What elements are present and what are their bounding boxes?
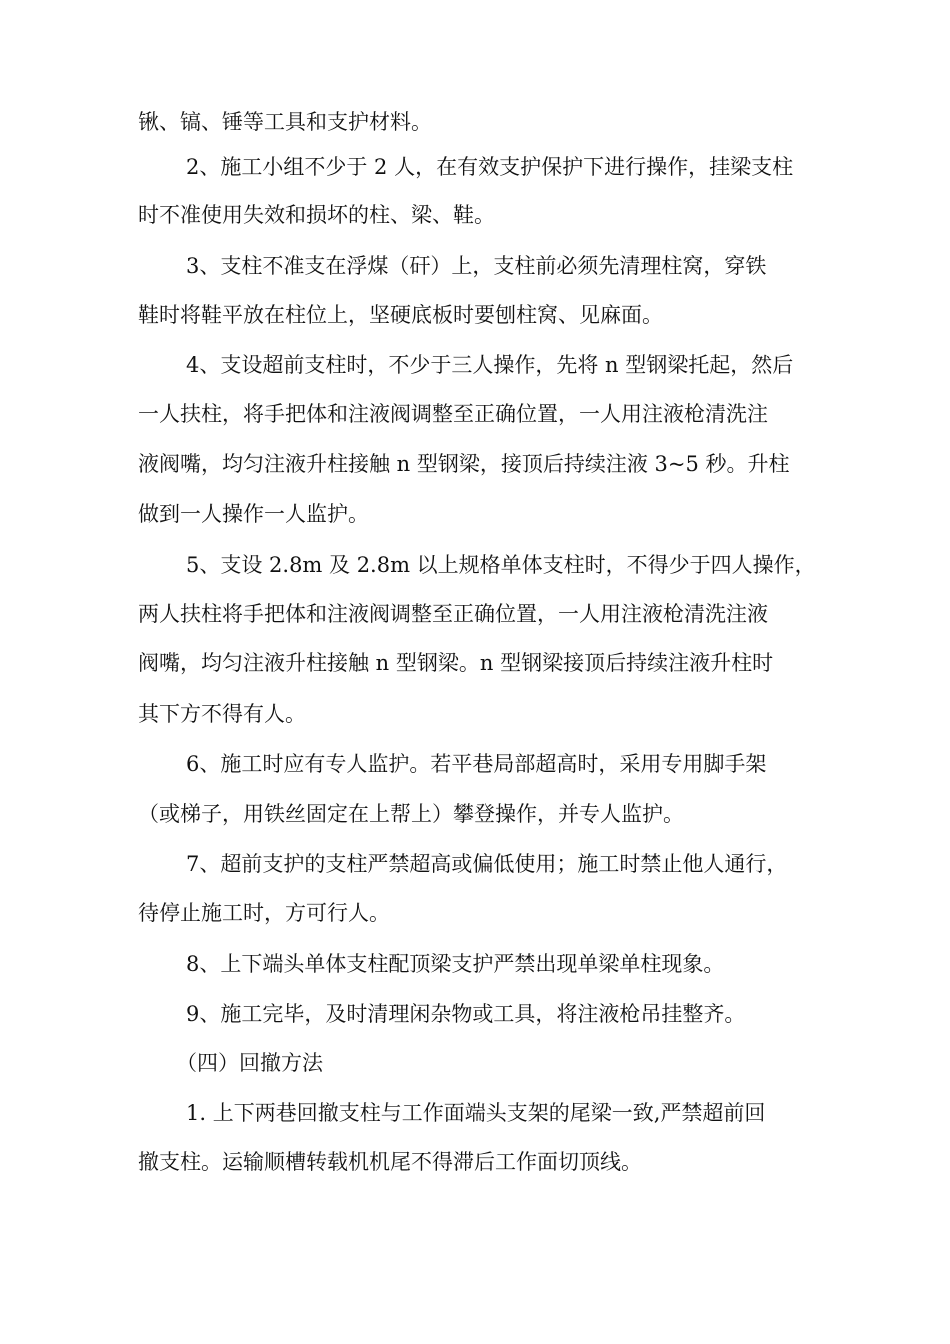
section-heading: （四）回撤方法: [176, 1051, 323, 1075]
text-line: 6、施工时应有专人监护。若平巷局部超高时，采用专用脚手架: [186, 752, 767, 776]
text-line: 8、上下端头单体支柱配顶梁支护严禁出现单梁单柱现象。: [186, 952, 725, 976]
text-line: 阀嘴，均匀注液升柱接触 n 型钢梁。n 型钢梁接顶后持续注液升柱时: [138, 651, 774, 675]
text-line: 7、超前支护的支柱严禁超高或偏低使用；施工时禁止他人通行，: [186, 852, 788, 876]
text-line: 2、施工小组不少于 2 人，在有效支护保护下进行操作，挂梁支柱: [186, 155, 794, 179]
text-line: 撤支柱。运输顺槽转载机机尾不得滞后工作面切顶线。: [138, 1150, 642, 1174]
text-line: （或梯子，用铁丝固定在上帮上）攀登操作，并专人监护。: [138, 802, 684, 826]
text-line: 一人扶柱，将手把体和注液阀调整至正确位置，一人用注液枪清洗注: [138, 402, 768, 426]
text-line: 9、施工完毕，及时清理闲杂物或工具，将注液枪吊挂整齐。: [186, 1002, 746, 1026]
text-line: 两人扶柱将手把体和注液阀调整至正确位置，一人用注液枪清洗注液: [138, 602, 768, 626]
text-line: 液阀嘴，均匀注液升柱接触 n 型钢梁，接顶后持续注液 3~5 秒。升柱: [138, 452, 790, 476]
text-line: 1. 上下两巷回撤支柱与工作面端头支架的尾梁一致,严禁超前回: [186, 1101, 766, 1125]
text-line: 5、支设 2.8m 及 2.8m 以上规格单体支柱时，不得少于四人操作，: [186, 553, 816, 577]
text-line: 做到一人操作一人监护。: [138, 502, 369, 526]
text-line: 鞋时将鞋平放在柱位上，坚硬底板时要刨柱窝、见麻面。: [138, 303, 663, 327]
text-line: 3、支柱不准支在浮煤（矸）上，支柱前必须先清理柱窝，穿铁: [186, 254, 767, 278]
text-line: 4、支设超前支柱时，不少于三人操作，先将 n 型钢梁托起，然后: [186, 353, 794, 377]
text-line: 其下方不得有人。: [138, 702, 306, 726]
text-line: 锹、镐、锤等工具和支护材料。: [138, 110, 432, 134]
text-line: 时不准使用失效和损坏的柱、梁、鞋。: [138, 203, 495, 227]
text-line: 待停止施工时，方可行人。: [138, 901, 390, 925]
